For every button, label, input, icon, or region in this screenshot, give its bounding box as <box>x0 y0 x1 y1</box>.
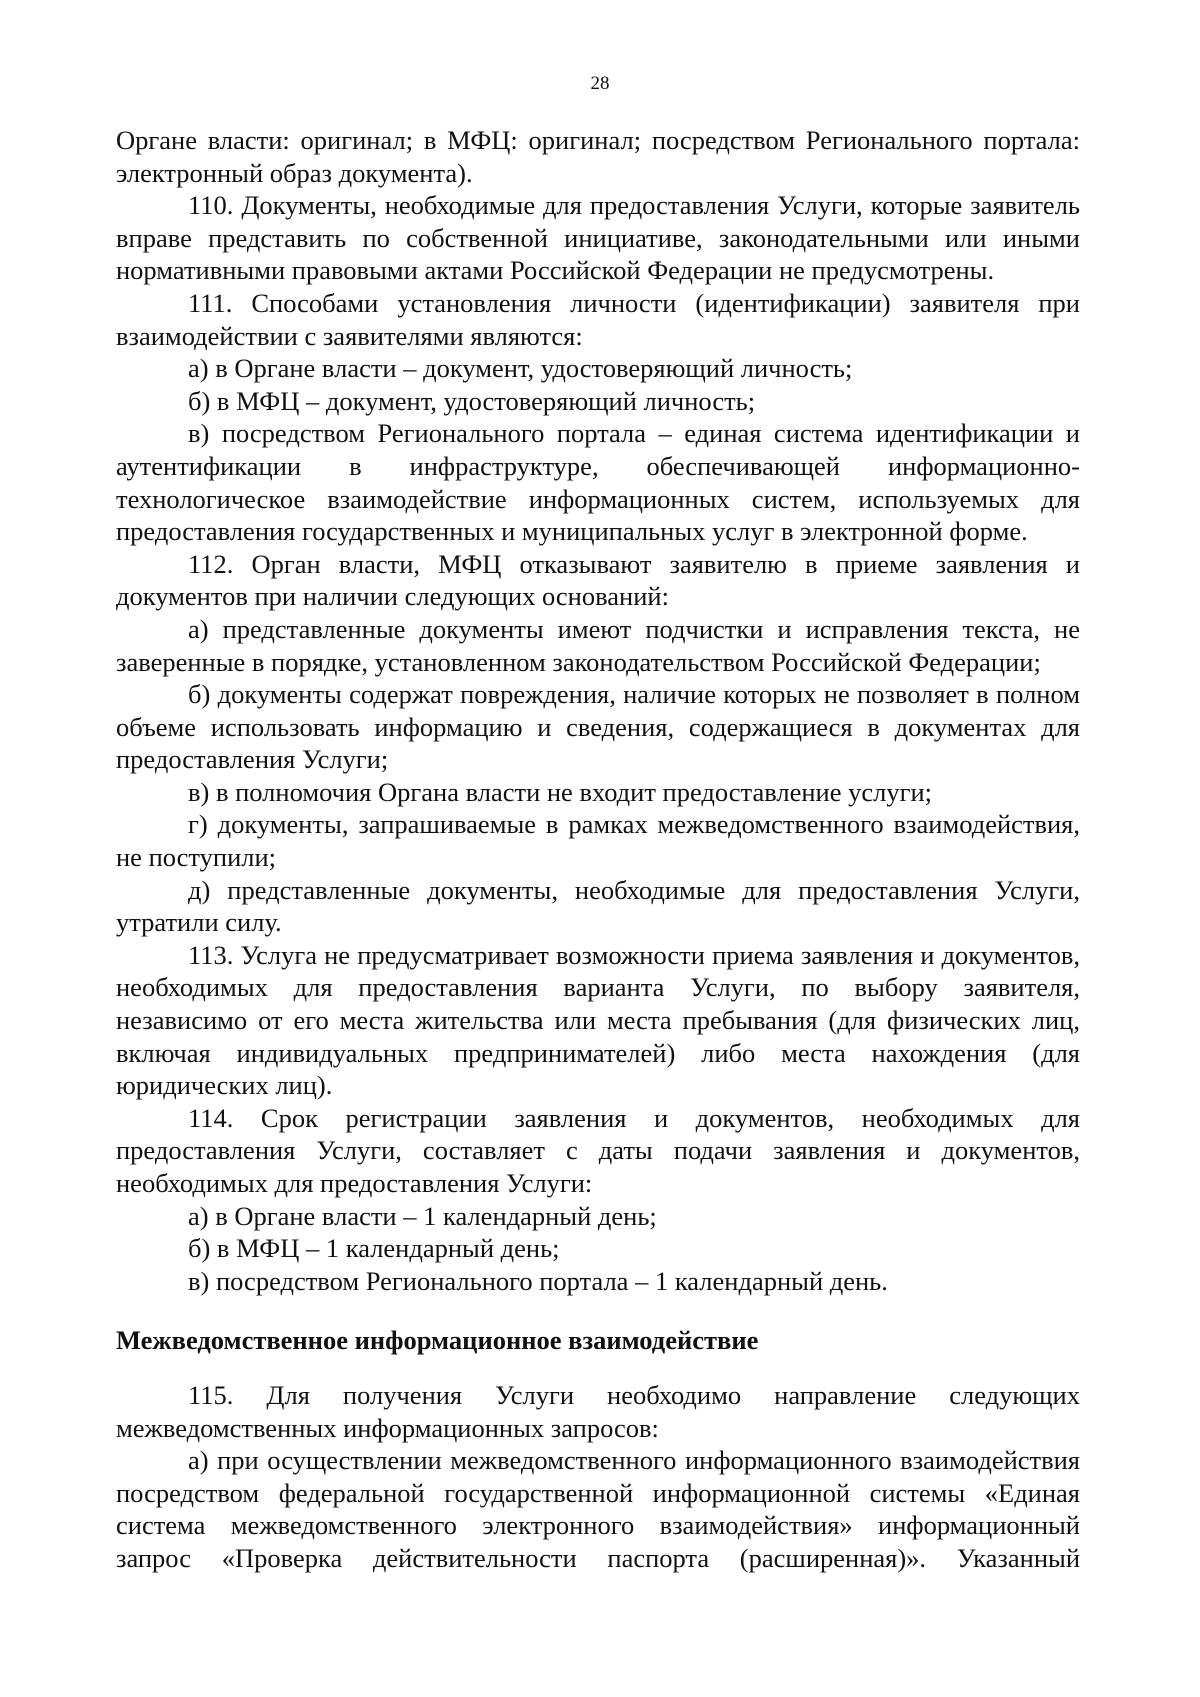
paragraph-111: 111. Способами установления личности (идентификации) заявителя при взаимодействии с заявителями являются: <box>116 287 1080 351</box>
list-item-115-a: а) при осуществлении межведомственного информационного взаимодействия посредством федеральной государственной информационной системы «Единая система межведомственного электронного взаимодействия» информационный запрос «Проверка действительности паспорта (расширенная)». Указанный <box>116 1445 1080 1573</box>
list-item-114-v: в) посредством Регионального портала – 1 календарный день. <box>188 1265 888 1296</box>
list-item-114-b: б) в МФЦ – 1 календарный день; <box>188 1233 560 1264</box>
page-number: 28 <box>590 73 610 94</box>
paragraph-114: 114. Срок регистрации заявления и документов, необходимых для предоставления Услуги, составляет с даты подачи заявления и документов, необходимых для предоставления Услуги: <box>116 1102 1080 1198</box>
paragraph-continuation: Органе власти: оригинал; в МФЦ: оригинал; посредством Регионального портала: электронный образ документа). <box>116 125 1080 188</box>
paragraph-115: 115. Для получения Услуги необходимо направление следующих межведомственных информационных запросов: <box>116 1379 1080 1443</box>
list-item-111-v: в) посредством Регионального портала – единая система идентификации и аутентификации в инфраструктуре, обеспечивающей информационно-технологическое взаимодействие информационных систем, используемых для предоставления государственных и муниципальных услуг в электронной форме. <box>116 418 1080 547</box>
paragraph-113: 113. Услуга не предусматривает возможности приема заявления и документов, необходимых для предоставления варианта Услуги, по выбору заявителя, независимо от его места жительства или места пребывания (для физических лиц, включая индивидуальных предпринимателей) либо места нахождения (для юридических лиц). <box>116 939 1080 1101</box>
paragraph-110: 110. Документы, необходимые для предоставления Услуги, которые заявитель вправе представить по собственной инициативе, законодательными или иными нормативными правовыми актами Российской Федерации не предусмотрены. <box>116 190 1080 286</box>
list-item-112-v: в) в полномочия Органа власти не входит предоставление услуги; <box>188 776 933 807</box>
paragraph-112: 112. Орган власти, МФЦ отказывают заявителю в приеме заявления и документов при наличии следующих оснований: <box>116 548 1080 612</box>
list-item-112-d: д) представленные документы, необходимые для предоставления Услуги, утратили силу. <box>116 874 1080 938</box>
list-item-112-g: г) документы, запрашиваемые в рамках межведомственного взаимодействия, не поступили; <box>116 809 1080 873</box>
list-item-111-b: б) в МФЦ – документ, удостоверяющий личность; <box>188 385 756 416</box>
list-item-114-a: а) в Органе власти – 1 календарный день; <box>188 1200 657 1231</box>
section-heading: Межведомственное информационное взаимодействие <box>116 1325 759 1356</box>
document-body <box>116 124 1080 1575</box>
list-item-112-a: а) представленные документы имеют подчистки и исправления текста, не заверенные в порядке, установленном законодательством Российской Федерации; <box>116 613 1080 677</box>
list-item-111-a: а) в Органе власти – документ, удостоверяющий личность; <box>188 353 853 384</box>
list-item-112-b: б) документы содержат повреждения, наличие которых не позволяет в полном объеме использовать информацию и сведения, содержащиеся в документах для предоставления Услуги; <box>116 679 1080 775</box>
